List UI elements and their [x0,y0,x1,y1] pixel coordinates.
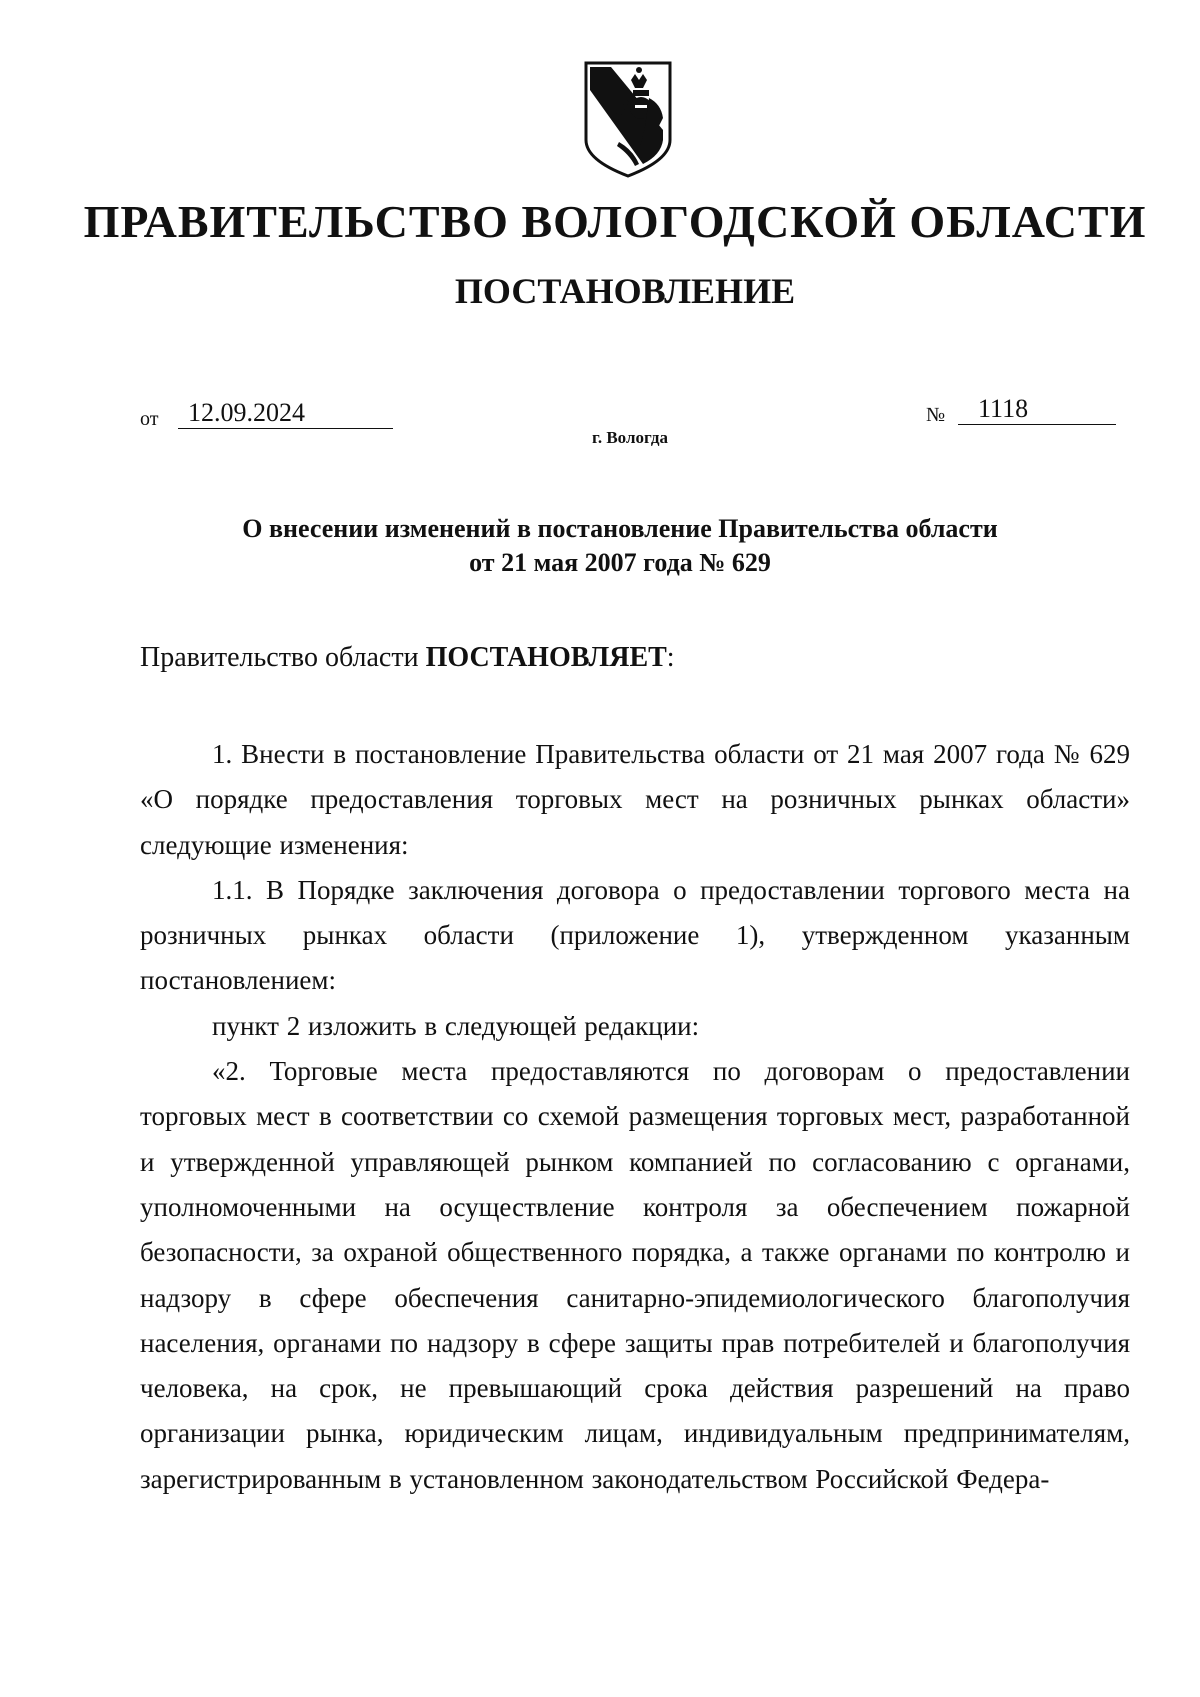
document-type: ПОСТАНОВЛЕНИЕ [454,271,796,311]
paragraph: 1. Внести в постановление Правительства области от 21 мая 2007 года № 629 «О порядке предоставления торговых мест на розничных рынках области» следующие изменения: [140,739,1130,860]
preamble-prefix: Правительство области [140,642,426,673]
preamble-verb: ПОСТАНОВЛЯЕТ [425,642,667,673]
coat-of-arms-icon [583,60,673,178]
subject-line-2: от 21 мая 2007 года № 629 [469,548,771,577]
paragraph: 1.1. В Порядке заключения договора о предоставлении торгового места на розничных рынках области (приложение 1), утвержденном указанным постановлением: [140,874,1130,996]
paragraph: пункт 2 изложить в следующей редакции: [212,1010,700,1041]
preamble-suffix: : [666,642,675,673]
paragraph: «2. Торговые места предоставляются по договорам о предоставлении торговых мест в соответствии со схемой размещения торговых мест, разработанной и утвержденной управляющей рынком компанией по согласованию с органами, уполномоченными на осуществление контроля за обеспечением пожарной безопасности, за охраной общественного порядка, а также органами по контролю и надзору в сфере обеспечения санитарно-эпидемиологического благополучия населения, органами по надзору в сфере защиты прав потребителей и благополучия человека, на срок, не превышающий срока действия разрешений на право организации рынка, юридическим лицам, индивидуальным предпринимателям, зарегистрированным в установленном законодательством Российской Федера- [140,1056,1130,1494]
preamble [140,640,675,676]
document-subject [140,512,1100,580]
document-body [140,732,1130,1502]
date-label: от [140,408,159,430]
document-number: 1118 [958,394,1116,425]
city: г. Вологда [592,428,668,447]
document-date: 12.09.2024 [178,398,393,429]
subject-line-1: О внесении изменений в постановление Правительства области [242,514,998,543]
number-label: № [926,404,946,426]
government-title: ПРАВИТЕЛЬСТВО ВОЛОГОДСКОЙ ОБЛАСТИ [83,196,1147,247]
